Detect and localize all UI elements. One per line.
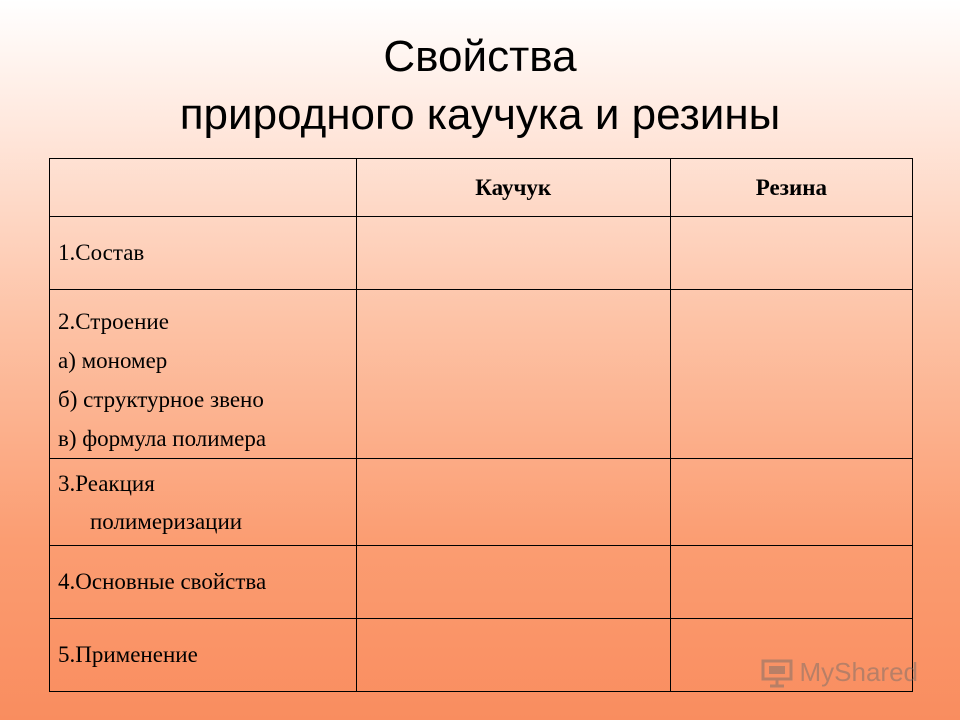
cell-vulcanized-properties <box>670 546 912 619</box>
row-label-composition <box>50 217 357 290</box>
row-label-polymerization <box>50 459 357 546</box>
table-row <box>50 290 913 459</box>
label-line: полимеризации <box>90 509 243 534</box>
cell-vulcanized-polymerization <box>670 459 912 546</box>
cell-rubber-application <box>356 619 670 692</box>
label-line: а) мономер <box>58 348 168 373</box>
watermark-text: MyShared <box>799 657 918 687</box>
presentation-board-icon <box>760 658 794 688</box>
title-line-2: природного каучука и резины <box>179 90 781 139</box>
label-line: 5.Применение <box>58 642 198 667</box>
row-label-properties <box>50 546 357 619</box>
row-label-application <box>50 619 357 692</box>
cell-rubber-structure <box>356 290 670 459</box>
label-line: 2.Строение <box>58 309 169 334</box>
title-line-1: Свойства <box>383 32 577 81</box>
row-label-structure <box>50 290 357 459</box>
label-line: б) структурное звено <box>58 387 264 412</box>
watermark <box>760 657 919 688</box>
cell-rubber-composition <box>356 217 670 290</box>
slide-title <box>0 28 960 144</box>
label-line: 3.Реакция <box>58 471 155 496</box>
header-empty-cell <box>50 159 357 217</box>
header-rubber: Каучук <box>356 159 670 217</box>
cell-vulcanized-structure <box>670 290 912 459</box>
cell-vulcanized-composition <box>670 217 912 290</box>
table-row <box>50 546 913 619</box>
cell-rubber-polymerization <box>356 459 670 546</box>
properties-table <box>49 158 913 692</box>
header-vulcanized-rubber: Резина <box>670 159 912 217</box>
cell-rubber-properties <box>356 546 670 619</box>
label-line: 4.Основные свойства <box>58 569 267 594</box>
table-row <box>50 459 913 546</box>
table-row <box>50 217 913 290</box>
label-line: 1.Состав <box>58 240 145 265</box>
header-row <box>50 159 913 217</box>
label-line: в) формула полимера <box>58 426 267 451</box>
